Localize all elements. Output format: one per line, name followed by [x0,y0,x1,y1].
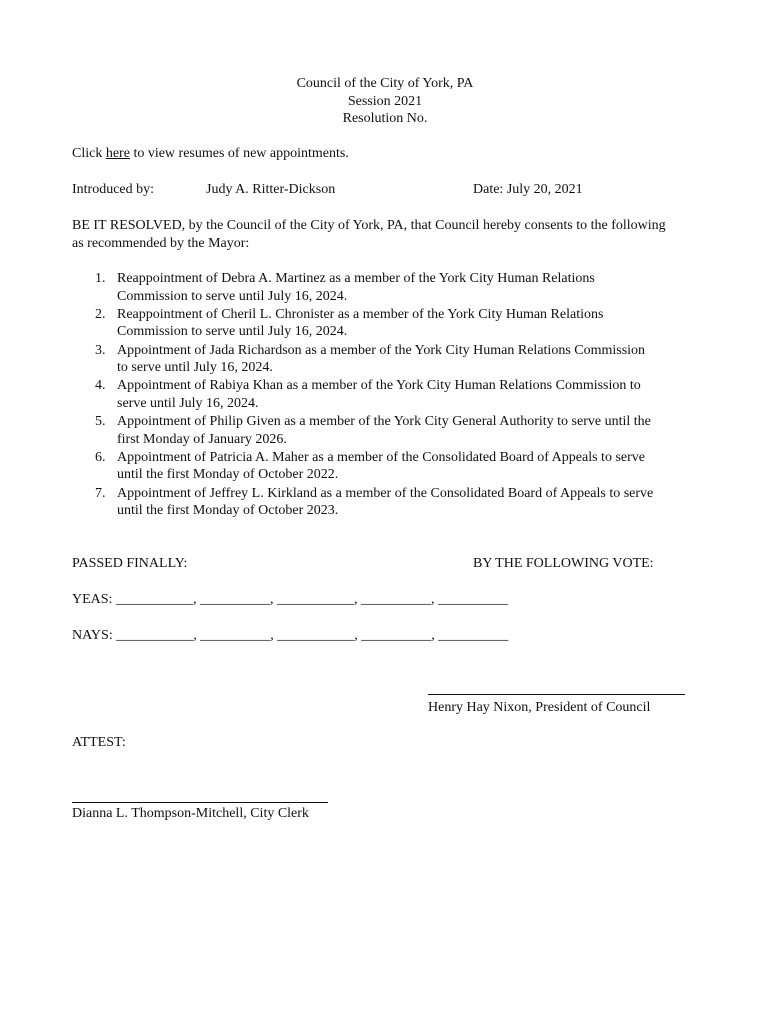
introducer-name: Judy A. Ritter-Dickson [206,182,336,197]
president-name: Henry Hay Nixon, President of Council [428,700,651,715]
yeas-line: YEAS: ___________, __________, ___________, __________, __________ [72,592,508,607]
item-line: Reappointment of Debra A. Martinez as a member of the York City Human Relations [117,271,595,286]
president-signature-line [428,694,685,695]
list-item [72,342,702,378]
item-line: to serve until July 16, 2024. [117,360,273,376]
council-title: Council of the City of York, PA [296,76,474,91]
item-line: Reappointment of Cheril L. Chronister as a member of the York City Human Relations [117,306,604,322]
item-number: 6. [95,449,106,465]
list-item [72,449,702,485]
passed-finally-label: PASSED FINALLY: [72,556,188,571]
item-line: Commission to serve until July 16, 2024. [117,324,348,340]
list-item [72,377,702,413]
item-line: Appointment of Jeffrey L. Kirkland as a member of the Consolidated Board of Appeals to serve [117,485,654,501]
item-line: first Monday of January 2026. [117,431,287,447]
vote-label: BY THE FOLLOWING VOTE: [473,556,654,571]
resumes-link[interactable]: here [105,146,130,161]
item-line: serve until July 16, 2024. [117,395,259,411]
resolved-paragraph: BE IT RESOLVED, by the Council of the City of York, PA, that Council hereby consents to the following as recommended by the Mayor: [72,218,666,251]
item-number: 5. [95,414,106,430]
item-number: 3. [95,342,106,358]
item-number: 7. [95,485,106,501]
list-item [72,306,702,342]
item-line: until the first Monday of October 2023. [117,503,339,519]
list-item [72,270,702,306]
resolution-date: Date: July 20, 2021 [473,182,583,197]
introduced-by-label: Introduced by: [72,182,155,197]
item-line: Appointment of Patricia A. Maher as a member of the Consolidated Board of Appeals to serve [117,449,645,465]
item-number: 4. [95,378,106,394]
attest-label: ATTEST: [72,735,126,750]
nays-line: NAYS: ___________, __________, ___________, __________, __________ [72,628,509,643]
clerk-signature-line [72,802,328,803]
item-line: Commission to serve until July 16, 2024. [117,288,348,304]
clerk-name: Dianna L. Thompson-Mitchell, City Clerk [72,806,309,821]
resolution-number: Resolution No. [342,111,428,126]
item-number: 1. [95,271,106,286]
list-item [72,485,702,521]
item-line: Appointment of Philip Given as a member of the York City General Authority to serve until the [117,414,651,430]
list-item [72,413,702,449]
resumes-suffix: to view resumes of new appointments. [129,146,349,161]
appointments-list [72,270,702,521]
resumes-line [72,145,349,163]
item-number: 2. [95,306,106,322]
document-header [0,75,770,128]
item-line: Appointment of Jada Richardson as a member of the York City Human Relations Commission [117,342,646,358]
resumes-prefix: Click [72,146,106,161]
item-line: until the first Monday of October 2022. [117,467,339,483]
item-line: Appointment of Rabiya Khan as a member of the York City Human Relations Commission to [117,378,641,394]
session-label: Session 2021 [347,93,423,109]
